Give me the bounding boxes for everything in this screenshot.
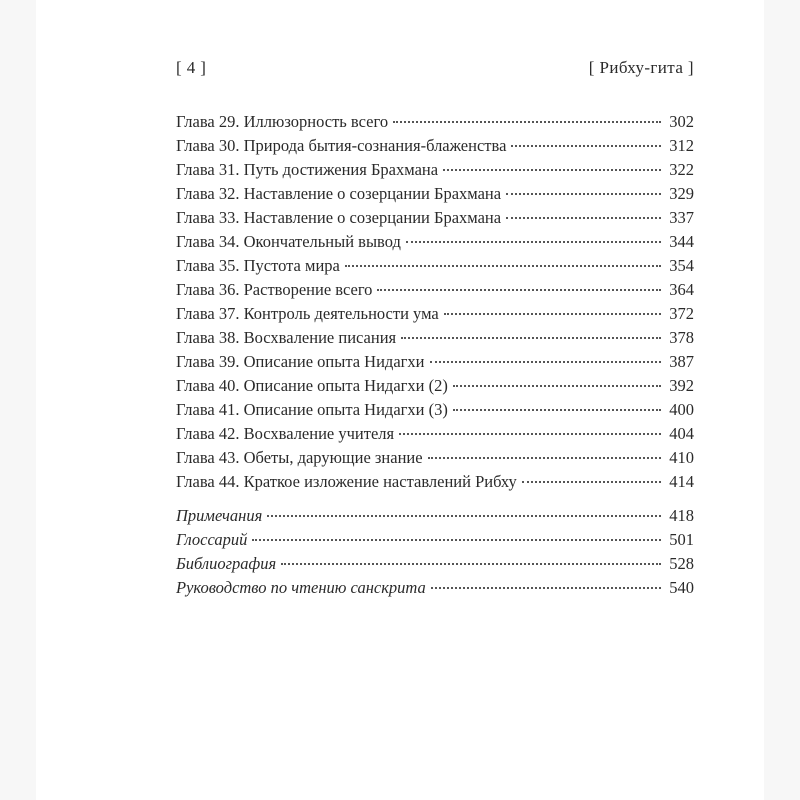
toc-entry-title: Глава 30. Природа бытия-сознания-блаженства [176, 136, 507, 155]
toc-entry-page: 387 [669, 352, 694, 371]
toc-entry-page: 501 [669, 530, 694, 549]
toc-entry-title: Глава 39. Описание опыта Нидагхи [176, 352, 425, 371]
toc-entry-page: 312 [669, 136, 694, 155]
toc-entry-title: Глава 29. Иллюзорность всего [176, 112, 389, 131]
toc-entry [176, 278, 694, 302]
dot-leader [453, 385, 661, 387]
dot-leader [443, 169, 661, 171]
toc-entry-page: 344 [669, 232, 694, 251]
book-title-label: [ Рибху-гита ] [588, 58, 694, 77]
dot-leader [267, 515, 661, 517]
toc-entry-title: Глава 36. Растворение всего [176, 280, 373, 299]
dot-leader [444, 313, 661, 315]
toc-entry-page: 392 [669, 376, 694, 395]
dot-leader [399, 433, 661, 435]
toc-entry [176, 206, 694, 230]
toc-entry-title: Глава 41. Описание опыта Нидагхи (3) [176, 400, 448, 419]
toc-entry-title: Глава 32. Наставление о созерцании Брахмана [176, 184, 502, 203]
toc-entry-title: Глава 34. Окончательный вывод [176, 232, 401, 251]
toc-appendix-entry [176, 552, 694, 576]
toc-appendix-entry [176, 504, 694, 528]
toc-entry-page: 364 [669, 280, 694, 299]
toc-entry [176, 110, 694, 134]
toc-entry-page: 302 [669, 112, 694, 131]
toc-entry-title: Глава 42. Восхваление учителя [176, 424, 395, 443]
toc-entry-title: Глава 35. Пустота мира [176, 256, 340, 275]
toc-entry-page: 372 [669, 304, 694, 323]
dot-leader [522, 481, 661, 483]
toc-entry-title: Глава 40. Описание опыта Нидагхи (2) [176, 376, 448, 395]
dot-leader [506, 217, 661, 219]
toc-entry-title: Глава 43. Обеты, дарующие знание [176, 448, 423, 467]
toc-entry [176, 302, 694, 326]
toc-entry-page: 410 [669, 448, 694, 467]
dot-leader [406, 241, 661, 243]
toc-entry [176, 374, 694, 398]
toc-entry-page: 400 [669, 400, 694, 419]
toc-entry [176, 230, 694, 254]
toc-entry-page: 378 [669, 328, 694, 347]
toc-entry-page: 414 [669, 472, 694, 491]
dot-leader [431, 587, 661, 589]
dot-leader [506, 193, 661, 195]
toc-entry [176, 350, 694, 374]
toc-entry [176, 326, 694, 350]
toc-entry-title: Глава 31. Путь достижения Брахмана [176, 160, 439, 179]
toc-entry-title: Глава 38. Восхваление писания [176, 328, 397, 347]
dot-leader [453, 409, 661, 411]
dot-leader [428, 457, 661, 459]
toc-entry-title: Руководство по чтению санскрита [176, 578, 426, 597]
toc-entry-page: 404 [669, 424, 694, 443]
toc-entry [176, 254, 694, 278]
toc-entry-title: Глава 44. Краткое изложение наставлений Рибху [176, 472, 517, 491]
toc-entry [176, 134, 694, 158]
toc-entry-title: Примечания [176, 506, 263, 525]
toc-entry-page: 329 [669, 184, 694, 203]
toc-entry-page: 540 [669, 578, 694, 597]
dot-leader [393, 121, 661, 123]
toc-entry [176, 446, 694, 470]
toc-entry [176, 422, 694, 446]
toc-entry [176, 158, 694, 182]
table-of-contents [176, 110, 694, 600]
toc-entry-page: 354 [669, 256, 694, 275]
toc-entry [176, 182, 694, 206]
toc-entry-page: 337 [669, 208, 694, 227]
toc-entry [176, 470, 694, 494]
toc-entry-page: 418 [669, 506, 694, 525]
toc-entry-title: Глава 33. Наставление о созерцании Брахмана [176, 208, 502, 227]
toc-appendix-entry [176, 576, 694, 600]
dot-leader [511, 145, 661, 147]
dot-leader [401, 337, 661, 339]
section-spacer [176, 494, 694, 504]
toc-entry-page: 528 [669, 554, 694, 573]
dot-leader [281, 563, 661, 565]
page-number-label: [ 4 ] [176, 58, 207, 77]
running-header [176, 58, 694, 82]
toc-appendix-entry [176, 528, 694, 552]
dot-leader [377, 289, 661, 291]
toc-entry-title: Глава 37. Контроль деятельности ума [176, 304, 439, 323]
dot-leader [430, 361, 662, 363]
toc-entry-page: 322 [669, 160, 694, 179]
dot-leader [345, 265, 661, 267]
book-page [36, 0, 764, 800]
toc-entry-title: Глоссарий [176, 530, 248, 549]
toc-entry-title: Библиография [176, 554, 277, 573]
dot-leader [252, 539, 661, 541]
toc-entry [176, 398, 694, 422]
